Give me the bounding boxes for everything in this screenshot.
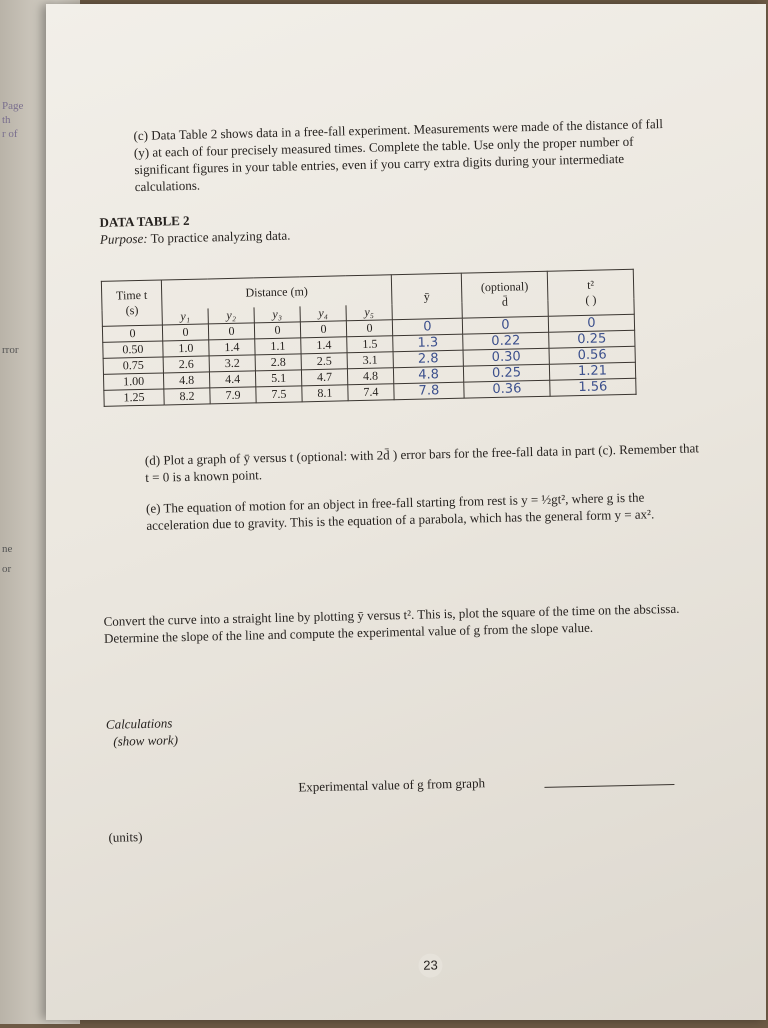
cell-y: 1.5 bbox=[347, 336, 393, 353]
cell-y: 3.1 bbox=[347, 352, 393, 369]
cell-y: 2.5 bbox=[301, 353, 347, 370]
header-y5: y₅ bbox=[346, 304, 392, 321]
page-number: 23 bbox=[418, 953, 443, 978]
data-table-purpose bbox=[100, 227, 291, 248]
cell-ybar-handwritten: 1.3 bbox=[393, 334, 463, 352]
header-y1: y₁ bbox=[162, 308, 208, 325]
header-optional-label: (optional) bbox=[480, 279, 529, 295]
cell-t2-handwritten: 0 bbox=[548, 314, 634, 332]
cell-t2-handwritten: 1.56 bbox=[550, 378, 636, 396]
cell-time: 0.75 bbox=[103, 357, 163, 374]
cell-y: 0 bbox=[208, 323, 254, 340]
cell-ybar-handwritten: 2.8 bbox=[393, 350, 463, 368]
cell-ybar-handwritten: 0 bbox=[392, 318, 462, 336]
header-time bbox=[101, 280, 162, 326]
header-y4: y₄ bbox=[300, 305, 346, 322]
margin-fragment: or bbox=[2, 563, 12, 575]
units-label: (units) bbox=[108, 829, 143, 845]
margin-fragment: rror bbox=[2, 344, 19, 356]
cell-y: 7.5 bbox=[256, 386, 302, 403]
cell-dbar-handwritten: 0.25 bbox=[463, 364, 549, 382]
cell-y: 4.7 bbox=[301, 369, 347, 386]
experimental-g-answer-line[interactable] bbox=[544, 784, 674, 788]
calculations-label: Calculations bbox=[105, 715, 173, 732]
cell-t2-handwritten: 0.25 bbox=[549, 330, 635, 348]
cell-ybar-handwritten: 4.8 bbox=[393, 366, 463, 384]
part-c-instructions: (c) Data Table 2 shows data in a free-fall experiment. Measurements were made of the distance of fall (y) at each of four precisely measured times. Complete the table. Use only the proper number of significant figures in your table entries, even if you carry extra digits during your intermediate calculations. bbox=[133, 116, 664, 195]
cell-y: 1.4 bbox=[209, 339, 255, 356]
cell-time: 0.50 bbox=[103, 341, 163, 358]
margin-fragment: th bbox=[2, 114, 11, 126]
header-time-unit: (s) bbox=[125, 303, 139, 318]
header-y3: y₃ bbox=[254, 306, 300, 323]
cell-y: 7.4 bbox=[348, 384, 394, 401]
convert-instructions: Convert the curve into a straight line by plotting ȳ versus t². This is, plot the square of the time on the abscissa. Determine the slope of the line and compute the experimental value of g from the slope value. bbox=[103, 600, 680, 646]
experimental-g-label: Experimental value of g from graph bbox=[298, 775, 486, 795]
margin-fragment: ne bbox=[2, 543, 13, 555]
part-d-instructions: (d) Plot a graph of ȳ versus t (optional: with 2d̄ ) error bars for the free-fall data in part (c). Remember that t = 0 is a known point. bbox=[144, 440, 700, 485]
cell-time: 1.25 bbox=[104, 389, 164, 406]
header-dbar: d̄ bbox=[501, 294, 509, 309]
data-table-title: DATA TABLE 2 bbox=[99, 212, 190, 230]
header-optional bbox=[461, 271, 548, 318]
cell-y: 0 bbox=[300, 321, 346, 338]
cell-time: 0 bbox=[102, 325, 162, 342]
purpose-label: Purpose: bbox=[99, 230, 148, 247]
cell-y: 4.8 bbox=[163, 372, 209, 389]
cell-time: 1.00 bbox=[103, 373, 163, 390]
cell-y: 1.4 bbox=[301, 337, 347, 354]
workbook-page bbox=[46, 4, 766, 1020]
cell-y: 5.1 bbox=[255, 370, 301, 387]
margin-fragment: Page bbox=[2, 100, 24, 112]
cell-y: 4.4 bbox=[209, 371, 255, 388]
header-t2 bbox=[547, 269, 634, 316]
cell-dbar-handwritten: 0.22 bbox=[463, 332, 549, 350]
cell-ybar-handwritten: 7.8 bbox=[394, 382, 464, 400]
cell-y: 7.9 bbox=[210, 387, 256, 404]
data-table-2 bbox=[101, 269, 637, 407]
cell-dbar-handwritten: 0.36 bbox=[464, 380, 550, 398]
header-distance: Distance (m) bbox=[161, 275, 392, 309]
header-y2: y₂ bbox=[208, 307, 254, 324]
header-t2-unit: ( ) bbox=[585, 292, 597, 307]
header-t2-label: t² bbox=[586, 277, 595, 292]
cell-y: 0 bbox=[162, 324, 208, 341]
margin-fragment: r of bbox=[2, 128, 18, 140]
header-ybar: ȳ bbox=[391, 273, 462, 320]
cell-y: 3.2 bbox=[209, 355, 255, 372]
cell-t2-handwritten: 0.56 bbox=[549, 346, 635, 364]
header-time-label: Time t bbox=[115, 287, 148, 303]
cell-y: 4.8 bbox=[347, 368, 393, 385]
cell-dbar-handwritten: 0.30 bbox=[463, 348, 549, 366]
part-e-instructions: (e) The equation of motion for an object in free-fall starting from rest is y = ½gt², where g is the acceleration due to gravity. This is the equation of a parabola, which has the general form y = ax². bbox=[145, 489, 655, 533]
cell-y: 8.1 bbox=[302, 385, 348, 402]
cell-y: 8.2 bbox=[164, 388, 210, 405]
cell-y: 1.1 bbox=[255, 338, 301, 355]
purpose-text: To practice analyzing data. bbox=[147, 227, 291, 246]
cell-y: 0 bbox=[254, 322, 300, 339]
cell-y: 1.0 bbox=[163, 340, 209, 357]
cell-y: 0 bbox=[346, 320, 392, 337]
cell-dbar-handwritten: 0 bbox=[462, 316, 548, 334]
calculations-sublabel: (show work) bbox=[113, 732, 179, 749]
cell-y: 2.6 bbox=[163, 356, 209, 373]
cell-y: 2.8 bbox=[255, 354, 301, 371]
cell-t2-handwritten: 1.21 bbox=[549, 362, 635, 380]
